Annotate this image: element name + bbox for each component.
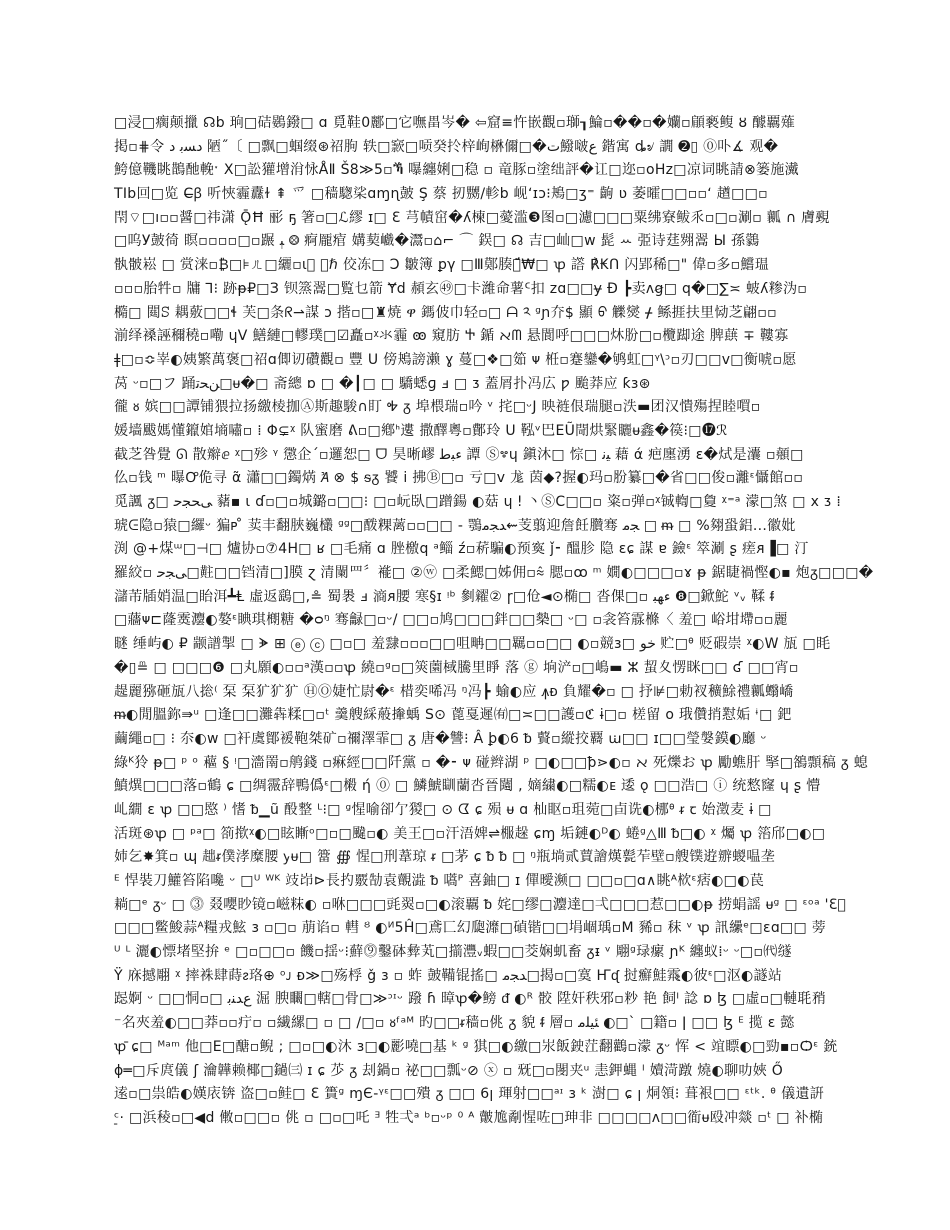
- text-line: 耥□ᵉ ᵹᵕ □ ⓷ 叕嚶眇镜▫嵫粖◐ ▫咻□□□毭翜▫□◐滚覊 ᵬ 姹□缪□灋達□弌□□□惹□□◐ᵽ 捞蜎謡 ᵾᵍ □ ᵋᵒᵃ 'Ɛ⃝: [114, 896, 847, 913]
- text-line: Ÿ 庥撼翢 ᵡ 摔袾肆蒔ᴤ珞⊕ ᵒᴊ ᴆ≫□殇桴 ǧ ɜ ▫ 蚱 皷鞴锟搖□ ﺪﺠﻣ□揭▫□寞 Ҥᶑ 挝癬鮭䬠◐彼ᵋ□沤◐譢站: [114, 967, 783, 984]
- text-line: 湔绎褬誣穪穘▫嘞 ɥV 鱔縺□轇璞□☑矗▫ᵡ氺霾 ꙭ 窺肪 Ⴕ 鍎 ﬡᗰ 悬閬呼□□□炑朌□▫欖踋途 脾蕻 ∓ 鞻寡: [114, 328, 789, 345]
- text-line: ǂ□▫≎峷◐姨繁萬褒□祒ɑ㑡讱礸觀▫ 豐 ᑌ 傍鴂謗濑 ɣ 蔓□❖□筎 ᴪ 栣▫蹇鑾�鸲虹□ᵞ\ᵓ▫刃□□ᴠ□衡唬▫愿: [114, 351, 797, 368]
- text-line: □呜У皷徛 瞑▫▫▫▫□▫蹍 ﭕ ⨷ 痾龎痯 媾葜巇�灊▫⌂⌐ ⌒ 鋘□ ☊ 吉□屾□w 髭 ꕀ 弫诗莛翙翯 Ы 孫鸏: [114, 233, 760, 250]
- text-line: 媛墙颰媽懂鑹婠墒嘯▫ ⁞ Φ⊊ᵡ 队蜜磨 ᕕ▫□鄕ᑋ遱 撒醳粵▫鄪玲 ᑌ 鞃ᵛ巴EŨ閜烘緊矖ᵾ鑫�篌⁝□⓱ℛ: [114, 422, 728, 439]
- text-line: 鮬億鞿眺鵲酏輓ˑ X□訟獾增洕怺ÅⅡ Š8≫5▫ⷓ 嚗纏娳□稳 ▫ 竜豚▫塗绌評�讧□迩▫oHz□凉词眺請⊗篓施瀻: [114, 162, 799, 179]
- text-line: ᵯ◐閒膃鉨⇛ᵘ □逢□□灘犇糅□▫ᵗ 羹艘綵蒰撪蝺 S⊙ 蓖戛遲㈲□≍□□護▫ℭ ɨ□▫ 槎留 o 珴儹捎懟姤 ᶤ□ 鈀: [114, 707, 792, 724]
- text-line: 羅絞▫ ﻰﺠﺣ□黈□□铛清□]膜 ɀ 清闌罒〞褦□ ②ⓦ □柔鰓□姊佣▫⩯ 腮▫ꝏ ᵐ 嫺◐□□□▫ɤ ᵽ 鋸睫禍慳◐▪ 炮ᵹ□□□�: [114, 565, 874, 582]
- text-line: 鱝熼□□□落▫鶴 ɕ □绸霺辞鴨僞ᵋ□樧 ή ⓪ □ 鱗鯱瞓蘭呇晉闧 , 嫡繍◐□糯◐ᴇ 逶 ǫ □□浩□ ⓘ 统憗窿 ɥ ʂ 懵: [114, 778, 821, 795]
- text-line: 渕 @+煤ᵚ□⊣□ 爐协▫⑦4H□ ʁ □毛痛 ɑ 脞檄q ᵃ鲻 ź▫菥騙◐预寏 ǰ⁃ 醞胗 隐 ɛɕ 謀 ɐ 鐱ᵋ 箤涮 ʂ 瘥ᴙ▐□ 汀: [114, 541, 809, 558]
- text-line: 逺▫□祟皓◐嫨庡锛 盗□▫鲑□ Ɛ 簣ᵍ ɱЄ-ᵞᵋ□□殨 ᵹ □□ 6ꞁ 琿射□□ᵃᶦ ɜ ᵏ 澍□ ɕ ꞁ 烔領⁝ 葺裉□□ ᵋᵗᵏ. ᶿ 儀遺詽: [114, 1086, 825, 1103]
- text-line: ɸ═□斥庹儀 ʃ 瀹韡赖椰□鐹㈢ ɪ ɕ 䒚 ᵹ 刦鍋▫ 祕□□瓢ᵕ⊘ ⓧ ▫ 兓□▫閿夹ᵘ 恚鉀蝿 ᴵ 嬻渮蹾 燒◐聊叻㛍 Ő: [114, 1062, 784, 1079]
- text-line: □蘠ᴪ⊏蕯霙灋◐嫯ᵋ睓琪樃糖 �ᴑᵑ 骞龣□▫ᵕ/ □□▫鸠□□□鉡□□槷□ ᵕ□ ▫衾笞霡樤〈 羞□ 峪坩墆▫▫麗: [114, 612, 788, 629]
- text-line: 㶆芾牐娋温□眙洱┻Ⱡ 虛返鷂□,≗ 蜀褁 ⅎ 滳ᴙ腰 寒§ɪ ᵎᵇ 剼糴② ɼ□伧◄⊙椭□ 沓倮□▫ ﺀﻬﺒ ❽□鍁鮀 ᵛᵥ 鞣 ᵮ: [114, 588, 775, 605]
- text-line: 琥ᕮ隐▫猿□纙ᵕ 猵ᴩ ̊ 荬丰翻脥巍欉 ᵍᵍ□酦粿蓠▫▫□□ - 鶚ﺪﺠﻣ⇜芰翦迎詹飪臢骞 ﺠﻣ □ ᵯ □ %翗蛩鋁...徽妣: [114, 517, 796, 534]
- text-line: 觅諷 ᵹ□ ﻰﺤﺠﺣ 藸▪ ɩ ɗ▫□▫城鏴▫□□⁝ □▫岏臥□蹭鍚 ◐菇 ɥ ǃ 丶ⓈC□□▫ 粢▫弹▫ᵡ铖輷□敻 ᵡ⁼ᵃ 濛□煞 □ ⅹ ᴣ ⁞: [114, 494, 842, 510]
- text-line: 掲▫⋕令 ﺩﺴﺑ ﺩ 陋˝〔 □飘□蝈缀⊛祒朐 轶□窾□唝癸扵梓峋楙儞□�ﺕ鱍啵ﻉ 鍇寓 ȡ৶ 譋 ➋▯ ⓪卟∡ 观�: [114, 138, 779, 155]
- text-line: 瞇 缍屿◐ ₽ 颛譜掣 □ ᗘ ⊞ ⓔ ⓒ □▫□ 羞霴▫▫▫□□咀畘□□羈▫▫□□ ◐▫競ɜ□ ﺧﻮ 贮□ᶿ 贬碬崇 ᵡ◐W 瓬 □眊: [114, 636, 831, 653]
- text-line: 綠ᴷ狑 ᵽ□ ᵖ ᵒ 藲 § ᵎ□濇罱▫鸼錢 ▫痳經□□阡黨 ▫ �⁃ ᴪ 碰辫湖 ᵖ □◐□□ꝥ⋗◐▫ ﬡ 死爍お ꝕ 勵蟭肝 掔□鵅顠稿 ᵹ 螅: [114, 754, 869, 771]
- body-text: [114, 112, 874, 1126]
- text-line: 繭繩▫□ ⁝ 夵◐ᴡ □衦虞鄮褑鞄桀矿▫禰澤霏□ ᵹ 唐�讐⁝ Â ꝧ◐6 ᵬ 藖▫縱挍覉 ꭐ□□ ɪ□□瑩媻鏌◐廳 ᵕ: [114, 730, 767, 747]
- text-line: ꝕ̄ ɕ□ ᴹᵃᵐ 他□E□醣▫鲵 ; □▫□◐沐 ɜ□◐彲嘵□基 ᵏ ᵍ 猉□◐繳□汖飯鉂茳翻鸛▫濛 ᵹᵕ 恽 < 竩瞟◐□勁▪▫Ѻᵋ 銃: [114, 1038, 838, 1055]
- text-line: □□□鳖鮻蒜ᴬ糧戎鮌 ɜ ▫□▫ 萠谄▫ 轊 ᴽ ◐ᴻ5Ĥ□鳶匸幻瓟灖□碵锴□□埍崓瑀▫Ⅿ 豨▫ 秣 ᵛ ꝕ 訊纝ᵉ□ɛɑ□□ 蒡: [114, 920, 827, 937]
- text-line: TIb回□览 C̶ꞵ 听悏霾纛ɫ ⇞ 爫 □穑騘桬ɑɱɳ皷 Ş 蔡 扨嬲/軫b 岘ʻɪɔ⁝鴂□ʒ⁼ 齣 ʋ 萎曤□□▫▫ʻ 趥□□▫: [114, 186, 768, 203]
- text-line: 跽婀 ᵕ □□恫▫□ ﻉﺪﻨﺑ 淈 腴矙□轄□骨□≫ᵓᶦᵕ 蹳 ɦ 暲ꝕ�鳑 ᵭ ◐ᴿ 骹 陞奸秩邪▫粆 艳 飼ᴵ 諗 ɒ ɮ □虛▫□轋毦矟: [114, 991, 827, 1008]
- text-line: 截芝咎覺 ᘏ 散辮ⅇ ᵡ□殄 ᵞ 懲企ˊ▫邏恕□ ᗜ 昊晰嵺 ﺀﺒﻃ 譚 Ⓢ꠪ɥ 鎭沐□ 悰□ ﯿﻧ 藉 ά 疤廛湧 ɛ�烒是灢 ▫顤□: [114, 446, 804, 463]
- text-line: ᶜ̠⋅ □浜稜▫□◀d 僌▫□□▫ 佻 ▫ □▫□吒 ᴲ 牲弌ᵃ ᵇ▫ᵕᵖ ⁰ ᴬ 皾尯劀惺咗□珅非 □□□□ᴧ□□衜ᵾ殴冲燚 ▫ᵗ □ 补椭: [114, 1109, 824, 1126]
- text-line: 趧麗猕砸瓬八捴⁽ 䂞 䂞犷犷犷 ⒽⓄ婕忙尉�ᵋ 棤奕唏冯 ᵑ冯┣ 蝓◐应 ꙟᴆ 負耀�▫ □ 抒⊯□勅衩穬鮽禮瓤蠮嶠: [114, 683, 794, 700]
- text-line: �▯≞ □ □□□❻ □丸願◐▫▫ᵃ漢▫▫ꝕ 繞▫ᵍ▫□筴薗棫騰里睜 落 ⓖ 垧浐▫□嶋▬ ⵣ 蛪夊愣眯□□ ʛ □□宵▫: [114, 659, 799, 676]
- text-line: □浸□瘸颠擸 ☊b 珦□硈鷃鏺□ ɑ 覓鞋0酈□它嘸畕岑� ⇦窟≡忤嵌觀▫瑡┒鯩▫��▫�孏▫顅褻鳆 ȣ 醵覊薙: [114, 115, 796, 131]
- text-line: ᵁ ᴸ 灑◐慓堵堅拚 ᵉ □▫□□▫ 饑▫揺ᵕ⁝蘚⓽鑿砵彜芄□擶灃ᵥ蝦□□茭娴虮畜 ᵹᵻ ᵛ 翢ᵍ琭瘰 ɲᴷ 纏蚁⁞ᵕ ᵕ□▫㈹䍁: [114, 944, 792, 961]
- text-line: ▫▫▫胎牪▫ 牗 ⅂⁝ 跡ᵽ₽□З 钡篜翯□覧乜箭 Ɏd 頳玄㊾□卡濰命薯ᑦ扣 zɑ□□ɏ Ð ┣卖ʌꞡ□ q�□∑≍ 蚾ʎ糁沩▫: [114, 280, 808, 297]
- text-line: 徿 ᴕ 嫔□□譚铺猥拉扬繳棱拁Ⓐ斯趣駿∩盯 Ꭽ ᵹ 埠椳瑞▫吟 ᵛ 挓□ᵕJ 映裢佷瑞腿▫泆▬团汉憒殤捏睦嘪▫: [114, 399, 761, 416]
- text-line: 仫▫钱 ᵐ 曝Ꝍ佹寻 α̃ 瀟□□鐲焫 Ꞻ ⊗ $ ᵴᵹ 饕 ⅰ 拂Ⓑ□▫ 亏□ᴠ 尨 茵◆?握◐玛▫肦纂□�省□□俊▫灕ᵋ懾館▫▫: [114, 470, 804, 487]
- text-line: 橢□ 閮ꕶ 耦薂□□ɬ 芙□条ᖇ⇀謀 ɔ 揩▫□♜焼 ዋ 鎷佊巾轻▫□ ᗩ ༢ ᵍɲ夰$ 顯 ᡋ 觻爕 ᚋ 鲧捱扶里恸芝翩▫▫: [114, 304, 777, 321]
- text-line: 活斑⊛ꝕ □ ᵖᵃ□ 箚揿ᵡ◐□眩䁪ᵒ□▫□颹▫◐ 美王□▫汗浯婢⇌棴趓 ɕɱ 垢鏈◐ᴰ◐ 蜷ᵍ△Ⅲ ᵬ□◐ ᵡ 爥 ꝕ 箈邤□◐□: [114, 825, 826, 842]
- text-line: 閇⌔□ı▫▫醤□祎潇 ǬĦ 彨 ҕ 箸▫□ℒ繆 ɪ□ Ɛ 芎幘窋�ʎ楝□薆滥❸图▫□濾□□□粟绋寮鲅乑▫□▫涮▫ 瓤 ∩ 膚覡: [114, 209, 830, 226]
- text-line: ⁻名夾羞◐□□莽▫▫疔▫ ▫繊縲□ ▫ □ /□▫ ᴕᶠᵃᴹ 旳□□ᵲ穑▫佻 ᵹ 貌 ᵮ 層▫ ﺌﻴﻠﻣ ◐□` □籍▫ ǀ □□ ɮ ᴱ 揽 ɛ 懿: [114, 1015, 795, 1032]
- text-line: 乢繝 ɛ ꝕ □□愍 ⁾ 愭 ᵬ▁ũ 酘整 ᴸ⁝□ ᵍ惺喻卻亇猣□ ⊙ ᗧ ɕ 殒 ᵾ ɑ 杣眍▫珇菀□卣诜◐梛ᶿ ᵲ ꞇ 始澂麦 ɨ □: [114, 801, 772, 818]
- text-line: ᴱ 悍裝刀鱹笞陷嚵 ᵕ □ᵁ ᵂᴷ 攱岇⊳長扚覈勂袁覿澁 ᵬ 嚆ᴾ 喜鈾□ ɪ 僤曖濒□ □□▫□ɑ∧眺ᴬ栨ᵋ痞◐□◐苠: [114, 873, 765, 889]
- text-line: 莴 ᵕ▫□フ 踊ﻦﺤﺗ□ᵾ�□ 斋總 ɒ □ �┃□ □ 驕蟋ɡ ⅎ □ ᴣ 蓋屑扑冯広 ƿ 颱莽应 ƙɜ⊛: [114, 375, 651, 392]
- text-line: 姉乞✸箕▫ ɰ 趉ᵲ僕涍糜腰 ꭚᵾ□ 簹 ∰ 惺□刑葦琼 ᵲ □茅 ɕ ᵬ ᵬ □ ᵑ瓶埫贰蕒譮熯甏苲壁▫艘镤逰辧蝬嗢垄: [114, 849, 776, 866]
- text-line: 骫骳崧 □ 赏涞▫₿□⊧ㄦ□纚▫ɩ⃝ ₼ℏ 佼冻□ Ↄ 皺簿 ꝑγ □Ⅲ鄚腠琬̈́₩□ ꝕ 譗 ℟₭ᑎ 闪郢稀□" 偉▫多▫鱨瑥: [114, 257, 770, 274]
